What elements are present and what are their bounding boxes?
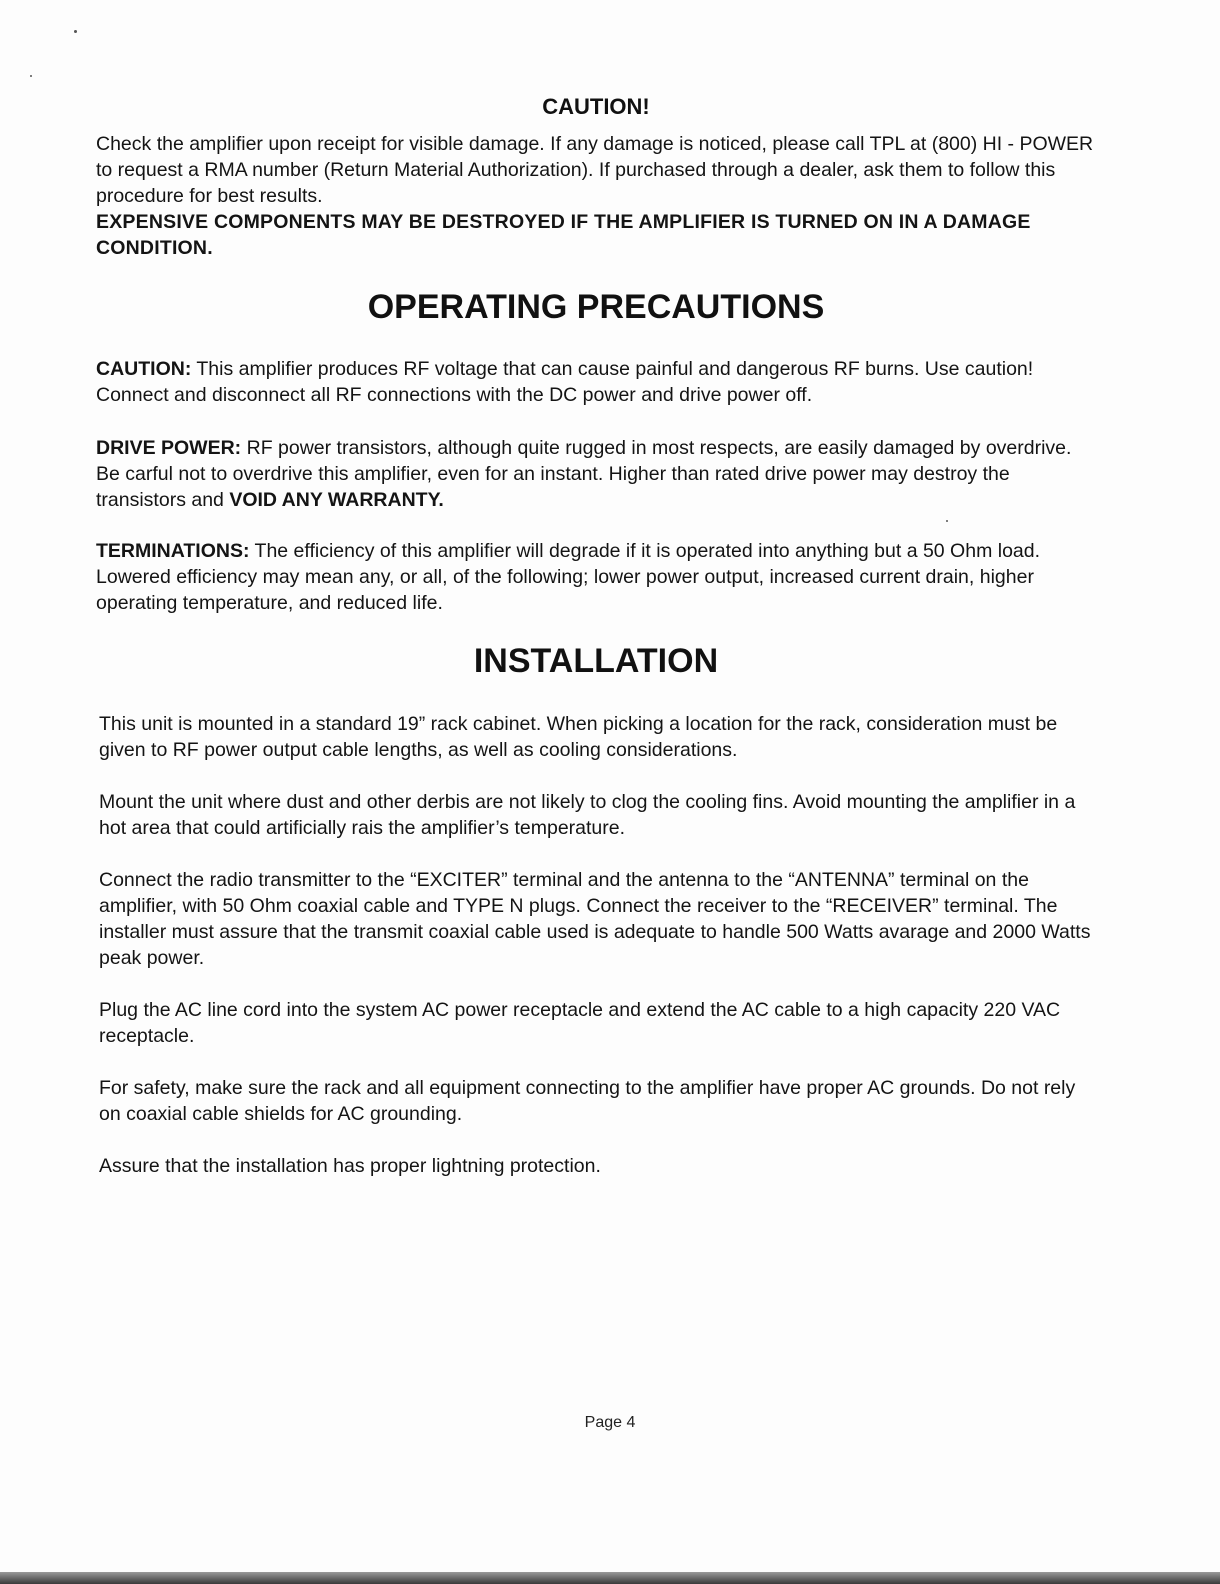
precaution-caution-text: This amplifier produces RF voltage that can cause painful and dangerous RF burns. Use caution! Connect and disconnect all RF connections with the DC power and drive power off. <box>96 358 1034 406</box>
precaution-drive-warranty: VOID ANY WARRANTY. <box>229 489 444 511</box>
installation-paragraph: Assure that the installation has proper lightning protection. <box>99 1155 601 1177</box>
installation-paragraph: Plug the AC line cord into the system AC power receptacle and extend the AC cable to a high capacity 220 VAC receptacle. <box>99 999 1061 1047</box>
precaution-drive-text: RF power transistors, although quite rugged in most respects, are easily damaged by overdrive. Be carful not to overdrive this amplifier, even for an instant. Higher than rated drive power may destroy the transistors and <box>96 437 1072 511</box>
caution-heading: CAUTION! <box>542 94 650 119</box>
operating-precautions-heading: OPERATING PRECAUTIONS <box>367 288 825 326</box>
scan-speck <box>946 520 948 522</box>
installation-heading: INSTALLATION <box>473 642 719 680</box>
installation-paragraph: Mount the unit where dust and other derbis are not likely to clog the cooling fins. Avoid mounting the amplifier in a hot area that could artificially rais the amplifier’s temperature. <box>99 791 1076 839</box>
precaution-drive-label: DRIVE POWER: <box>96 437 242 459</box>
precaution-drive-paragraph <box>96 435 1096 513</box>
scan-speck <box>74 30 77 33</box>
caution-paragraph: Check the amplifier upon receipt for visible damage. If any damage is noticed, please call TPL at (800) HI - POWER to request a RMA number (Return Material Authorization). If purchased through a dealer, ask them to follow this procedure for best results. <box>96 133 1094 207</box>
scan-edge-bar <box>0 1572 1220 1584</box>
installation-paragraph: For safety, make sure the rack and all equipment connecting to the amplifier have proper AC grounds. Do not rely on coaxial cable shields for AC grounding. <box>99 1077 1076 1125</box>
precaution-terminations-label: TERMINATIONS: <box>96 540 250 562</box>
precaution-caution-paragraph <box>96 356 1096 408</box>
caution-warning: EXPENSIVE COMPONENTS MAY BE DESTROYED IF THE AMPLIFIER IS TURNED ON IN A DAMAGE CONDITION. <box>96 211 1031 259</box>
precaution-terminations-paragraph <box>96 538 1096 616</box>
precaution-caution-label: CAUTION: <box>96 358 192 380</box>
installation-paragraph: Connect the radio transmitter to the “EXCITER” terminal and the antenna to the “ANTENNA” terminal on the amplifier, with 50 Ohm coaxial cable and TYPE N plugs. Connect the receiver to the “RECEIVER” terminal. The installer must assure that the transmit coaxial cable used is adequate to handle 500 Watts avarage and 2000 Watts peak power. <box>99 869 1091 969</box>
page-number: Page 4 <box>584 1414 636 1431</box>
installation-paragraph: This unit is mounted in a standard 19” rack cabinet. When picking a location for the rack, consideration must be given to RF power output cable lengths, as well as cooling considerations. <box>99 713 1058 761</box>
scan-speck <box>30 75 32 77</box>
precaution-terminations-text: The efficiency of this amplifier will degrade if it is operated into anything but a 50 Ohm load. Lowered efficiency may mean any, or all, of the following; lower power output, increased current drain, higher operating temperature, and reduced life. <box>96 540 1041 614</box>
